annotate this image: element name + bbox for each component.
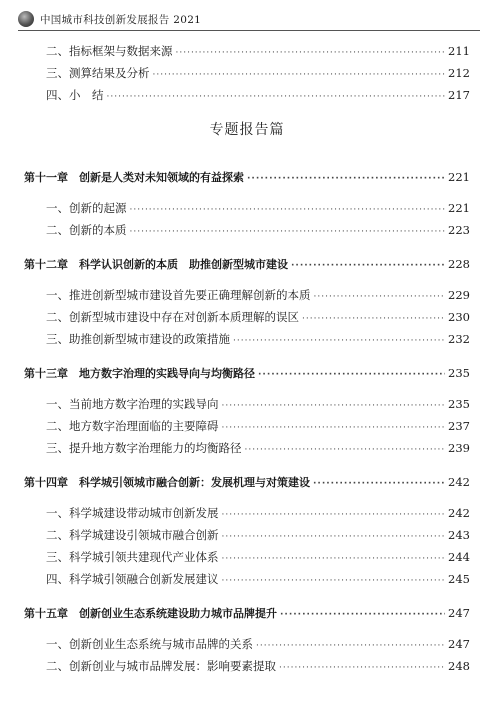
- header-title: 中国城市科技创新发展报告 2021: [40, 13, 202, 26]
- dot-leader: [247, 168, 445, 190]
- toc-entry-label: 三、科学城引领共建现代产业体系: [46, 550, 219, 564]
- dot-leader: [222, 395, 446, 417]
- toc-entry[interactable]: [24, 415, 470, 437]
- dot-leader: [314, 286, 446, 308]
- dot-leader: [130, 199, 446, 221]
- toc-entry-label: 二、指标框架与数据来源: [46, 44, 173, 58]
- dot-leader: [245, 439, 446, 461]
- toc-chapter-page: 228: [448, 257, 470, 271]
- toc-entry-label: 三、提升地方数字治理能力的均衡路径: [46, 441, 242, 455]
- toc-chapter-page: 235: [448, 366, 470, 380]
- dot-leader: [258, 364, 445, 386]
- toc-entry-page: 221: [448, 201, 470, 215]
- toc-chapter-page: 242: [448, 475, 470, 489]
- toc-entry-page: 247: [448, 637, 470, 651]
- toc-entry-label: 一、当前地方数字治理的实践导向: [46, 397, 219, 411]
- toc-entry-page: 237: [448, 419, 470, 433]
- toc-entry[interactable]: [24, 219, 470, 241]
- toc-entry-page: 229: [448, 288, 470, 302]
- dot-leader: [176, 42, 446, 64]
- toc-entry-label: 二、地方数字治理面临的主要障碍: [46, 419, 219, 433]
- toc-entry-page: 239: [448, 441, 470, 455]
- toc-entry[interactable]: [24, 197, 470, 219]
- toc-chapter-page: 247: [448, 606, 470, 620]
- toc-entry-label: 一、创新的起源: [46, 201, 127, 215]
- dot-leader: [107, 86, 446, 108]
- dot-leader: [222, 526, 446, 548]
- dot-leader: [279, 657, 445, 679]
- section-title: 专题报告篇: [209, 122, 285, 138]
- toc-chapter-label: 第十二章 科学认识创新的本质 助推创新型城市建设: [24, 258, 288, 271]
- table-of-contents: [24, 40, 470, 677]
- toc-entry[interactable]: [24, 284, 470, 306]
- dot-leader: [313, 473, 445, 495]
- toc-entry-label: 二、创新创业与城市品牌发展：影响要素提取: [46, 659, 276, 673]
- toc-entry-page: 211: [448, 44, 470, 58]
- toc-entry-label: 二、科学城建设引领城市融合创新: [46, 528, 219, 542]
- book-logo-icon: [18, 11, 34, 27]
- toc-entry-page: 248: [448, 659, 470, 673]
- toc-chapter-label: 第十一章 创新是人类对未知领域的有益探索: [24, 171, 244, 184]
- toc-chapter[interactable]: [24, 253, 470, 275]
- dot-leader: [130, 221, 446, 243]
- dot-leader: [222, 570, 446, 592]
- toc-entry[interactable]: [24, 437, 470, 459]
- toc-entry[interactable]: [24, 328, 470, 350]
- dot-leader: [233, 330, 445, 352]
- toc-entry[interactable]: [24, 568, 470, 590]
- dot-leader: [222, 504, 446, 526]
- toc-entry-page: 230: [448, 310, 470, 324]
- toc-entry[interactable]: [24, 633, 470, 655]
- toc-entry-page: 235: [448, 397, 470, 411]
- toc-entry[interactable]: [24, 655, 470, 677]
- toc-entry-label: 一、科学城建设带动城市创新发展: [46, 506, 219, 520]
- dot-leader: [302, 308, 445, 330]
- toc-entry[interactable]: [24, 546, 470, 568]
- toc-chapter[interactable]: [24, 362, 470, 384]
- dot-leader: [222, 417, 446, 439]
- toc-entry-page: 232: [448, 332, 470, 346]
- toc-chapter[interactable]: [24, 602, 470, 624]
- toc-chapter-label: 第十五章 创新创业生态系统建设助力城市品牌提升: [24, 607, 277, 620]
- toc-entry-page: 212: [448, 66, 470, 80]
- dot-leader: [280, 604, 445, 626]
- toc-entry-label: 二、创新型城市建设中存在对创新本质理解的误区: [46, 310, 299, 324]
- toc-chapter-label: 第十四章 科学城引领城市融合创新：发展机理与对策建设: [24, 476, 310, 489]
- toc-entry-page: 223: [448, 223, 470, 237]
- toc-entry[interactable]: [24, 502, 470, 524]
- dot-leader: [291, 255, 445, 277]
- toc-entry-label: 四、科学城引领融合创新发展建议: [46, 572, 219, 586]
- dot-leader: [153, 64, 446, 86]
- toc-entry[interactable]: [24, 393, 470, 415]
- toc-entry-page: 245: [448, 572, 470, 586]
- toc-entry[interactable]: [24, 40, 470, 62]
- toc-entry-page: 244: [448, 550, 470, 564]
- toc-chapter-label: 第十三章 地方数字治理的实践导向与均衡路径: [24, 367, 255, 380]
- dot-leader: [256, 635, 445, 657]
- toc-entry[interactable]: [24, 84, 470, 106]
- running-header: [18, 8, 480, 31]
- toc-entry-label: 三、助推创新型城市建设的政策措施: [46, 332, 230, 346]
- toc-chapter[interactable]: [24, 166, 470, 188]
- toc-entry-label: 四、小 结: [46, 88, 104, 102]
- dot-leader: [222, 548, 446, 570]
- toc-entry-page: 242: [448, 506, 470, 520]
- toc-chapter-page: 221: [448, 170, 470, 184]
- toc-chapter[interactable]: [24, 471, 470, 493]
- toc-entry-label: 一、创新创业生态系统与城市品牌的关系: [46, 637, 253, 651]
- toc-entry-label: 二、创新的本质: [46, 223, 127, 237]
- toc-entry[interactable]: [24, 306, 470, 328]
- toc-entry-page: 243: [448, 528, 470, 542]
- toc-entry[interactable]: [24, 524, 470, 546]
- toc-entry-page: 217: [448, 88, 470, 102]
- toc-entry-label: 三、测算结果及分析: [46, 66, 150, 80]
- toc-entry[interactable]: [24, 62, 470, 84]
- toc-entry-label: 一、推进创新型城市建设首先要正确理解创新的本质: [46, 288, 311, 302]
